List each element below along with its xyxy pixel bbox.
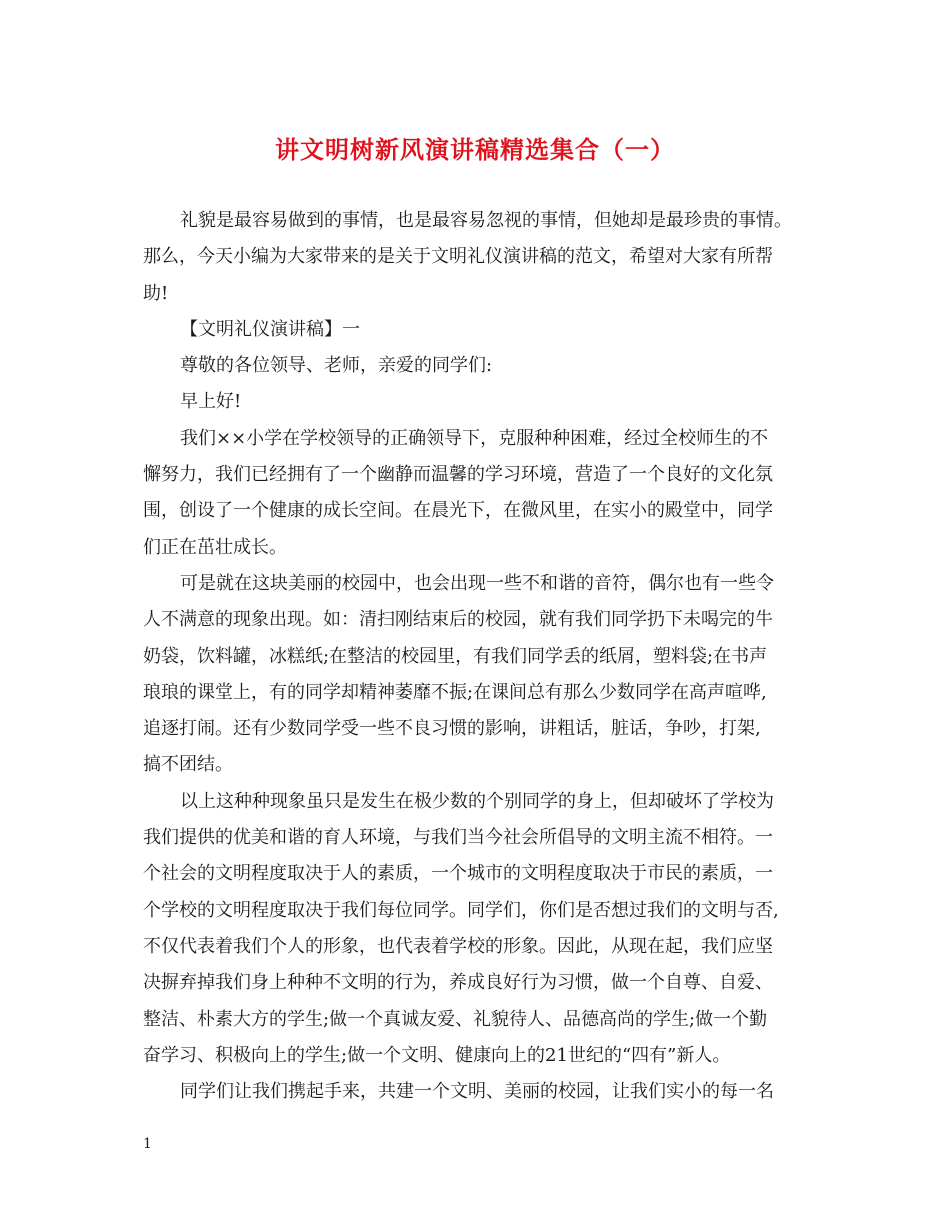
- body-line: 围，创设了一个健康的成长空间。在晨光下，在微风里，在实小的殿堂中，同学: [143, 500, 773, 522]
- body-line: 奋学习、积极向上的学生;做一个文明、健康向上的21世纪的“四有”新人。: [143, 1044, 731, 1066]
- body-line: 整洁、朴素大方的学生;做一个真诚友爱、礼貌待人、品德高尚的学生;做一个勤: [143, 1008, 768, 1030]
- document-title: 讲文明树新风演讲稿精选集合（一）: [275, 135, 675, 164]
- body-line: 同学们让我们携起手来，共建一个文明、美丽的校园，让我们实小的每一名: [180, 1081, 774, 1103]
- page-number: 1: [143, 1136, 152, 1152]
- body-line: 可是就在这块美丽的校园中，也会出现一些不和谐的音符，偶尔也有一些令: [180, 572, 774, 594]
- body-line: 我们提供的优美和谐的育人环境，与我们当今社会所倡导的文明主流不相符。一: [143, 827, 773, 849]
- body-line: 搞不团结。: [143, 754, 233, 776]
- body-line: 助!: [143, 282, 169, 304]
- salutation-line: 尊敬的各位领导、老师，亲爱的同学们:: [180, 355, 493, 377]
- body-line: 礼貌是最容易做到的事情，也是最容易忽视的事情，但她却是最珍贵的事情。: [180, 210, 792, 231]
- body-line: 个学校的文明程度取决于我们每位同学。同学们，你们是否想过我们的文明与否,: [143, 899, 779, 921]
- body-line: 我们××小学在学校领导的正确领导下，克服种种困难，经过全校师生的不: [180, 427, 769, 449]
- body-line: 懈努力，我们已经拥有了一个幽静而温馨的学习环境，营造了一个良好的文化氛: [143, 464, 773, 486]
- section-heading: 【文明礼仪演讲稿】一: [180, 318, 360, 340]
- document-body: [143, 203, 803, 1110]
- body-line: 决摒弃掉我们身上种种不文明的行为，养成良好行为习惯，做一个自尊、自爱、: [143, 972, 773, 994]
- body-line: 追逐打闹。还有少数同学受一些不良习惯的影响，讲粗话，脏话，争吵，打架,: [143, 718, 761, 740]
- body-line: 奶袋，饮料罐，冰糕纸;在整洁的校园里，有我们同学丢的纸屑，塑料袋;在书声: [143, 645, 768, 667]
- body-line: 个社会的文明程度取决于人的素质，一个城市的文明程度取决于市民的素质，一: [143, 863, 773, 885]
- body-line: 不仅代表着我们个人的形象，也代表着学校的形象。因此，从现在起，我们应坚: [143, 935, 773, 957]
- body-line: 以上这种种现象虽只是发生在极少数的个别同学的身上，但却破坏了学校为: [180, 790, 774, 812]
- body-line: 人不满意的现象出现。如：清扫刚结束后的校园，就有我们同学扔下未喝完的牛: [143, 609, 773, 631]
- body-line: 那么，今天小编为大家带来的是关于文明礼仪演讲稿的范文，希望对大家有所帮: [143, 246, 773, 268]
- body-line: 们正在茁壮成长。: [143, 536, 287, 558]
- body-line: 琅琅的课堂上，有的同学却精神萎靡不振;在课间总有那么少数同学在高声喧哗,: [143, 681, 767, 703]
- greeting-line: 早上好!: [180, 391, 242, 413]
